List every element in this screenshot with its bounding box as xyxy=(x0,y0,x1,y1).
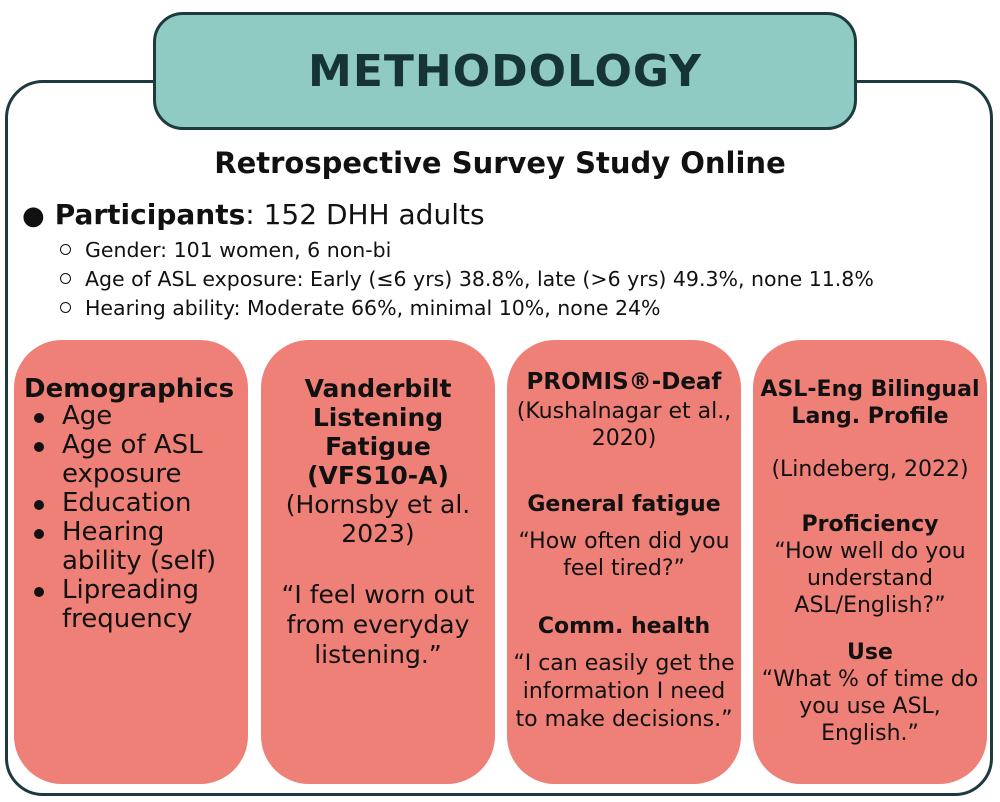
participant-details xyxy=(60,236,874,323)
bullet-icon: ● xyxy=(22,201,45,231)
card-heading: ASL-Eng Bilingual Lang. Profile xyxy=(760,377,980,429)
list-item: Hearing ability (self) xyxy=(28,518,252,576)
list-item: Lipreading frequency xyxy=(28,576,252,634)
card-vanderbilt xyxy=(261,340,495,784)
participants-label: Participants xyxy=(54,198,246,231)
detail-text: Hearing ability: Moderate 66%, minimal 10%, none 24% xyxy=(85,296,661,320)
circle-bullet-icon xyxy=(60,302,71,313)
card-bilingual-profile xyxy=(753,340,987,784)
detail-text: Gender: 101 women, 6 non-bi xyxy=(85,238,392,262)
detail-asl-exposure xyxy=(60,265,874,294)
sub-quote-general-fatigue: “How often did you feel tired?” xyxy=(518,529,730,581)
sub-quote-comm-health: “I can easily get the information I need to make decisions.” xyxy=(513,651,735,732)
list-item: Education xyxy=(28,489,252,518)
card-heading: PROMIS®-Deaf xyxy=(526,369,722,395)
title-banner xyxy=(153,12,857,130)
participants-line xyxy=(22,198,485,231)
list-item: Age of ASL exposure xyxy=(28,431,252,489)
card-reference: (Hornsby et al. 2023) xyxy=(285,490,471,548)
card-reference: (Lindeberg, 2022) xyxy=(771,457,969,482)
sub-quote-proficiency: “How well do you understand ASL/English?” xyxy=(774,539,966,618)
detail-gender xyxy=(60,236,874,265)
card-demographics xyxy=(14,340,248,784)
participants-value: : 152 DHH adults xyxy=(245,198,485,231)
card-quote: “I feel worn out from everyday listening.” xyxy=(281,580,475,669)
card-heading: Vanderbilt Listening Fatigue (VFS10-A) xyxy=(304,374,452,490)
circle-bullet-icon xyxy=(60,273,71,284)
detail-hearing xyxy=(60,294,874,323)
list-item: Age xyxy=(28,402,252,431)
sub-heading-use: Use xyxy=(847,640,893,665)
detail-text: Age of ASL exposure: Early (≤6 yrs) 38.8%, late (>6 yrs) 49.3%, none 11.8% xyxy=(85,267,874,291)
circle-bullet-icon xyxy=(60,244,71,255)
sub-heading-comm-health: Comm. health xyxy=(537,614,711,639)
card-heading: Demographics xyxy=(24,374,235,404)
sub-heading-proficiency: Proficiency xyxy=(801,512,939,537)
card-promis xyxy=(507,340,741,784)
subtitle: Retrospective Survey Study Online xyxy=(214,146,786,180)
page-title: METHODOLOGY xyxy=(308,45,702,97)
sub-quote-use: “What % of time do you use ASL, English.” xyxy=(761,667,979,746)
sub-heading-general-fatigue: General fatigue xyxy=(527,492,721,517)
card-reference: (Kushalnagar et al., 2020) xyxy=(516,399,732,451)
demographics-list xyxy=(28,402,252,634)
